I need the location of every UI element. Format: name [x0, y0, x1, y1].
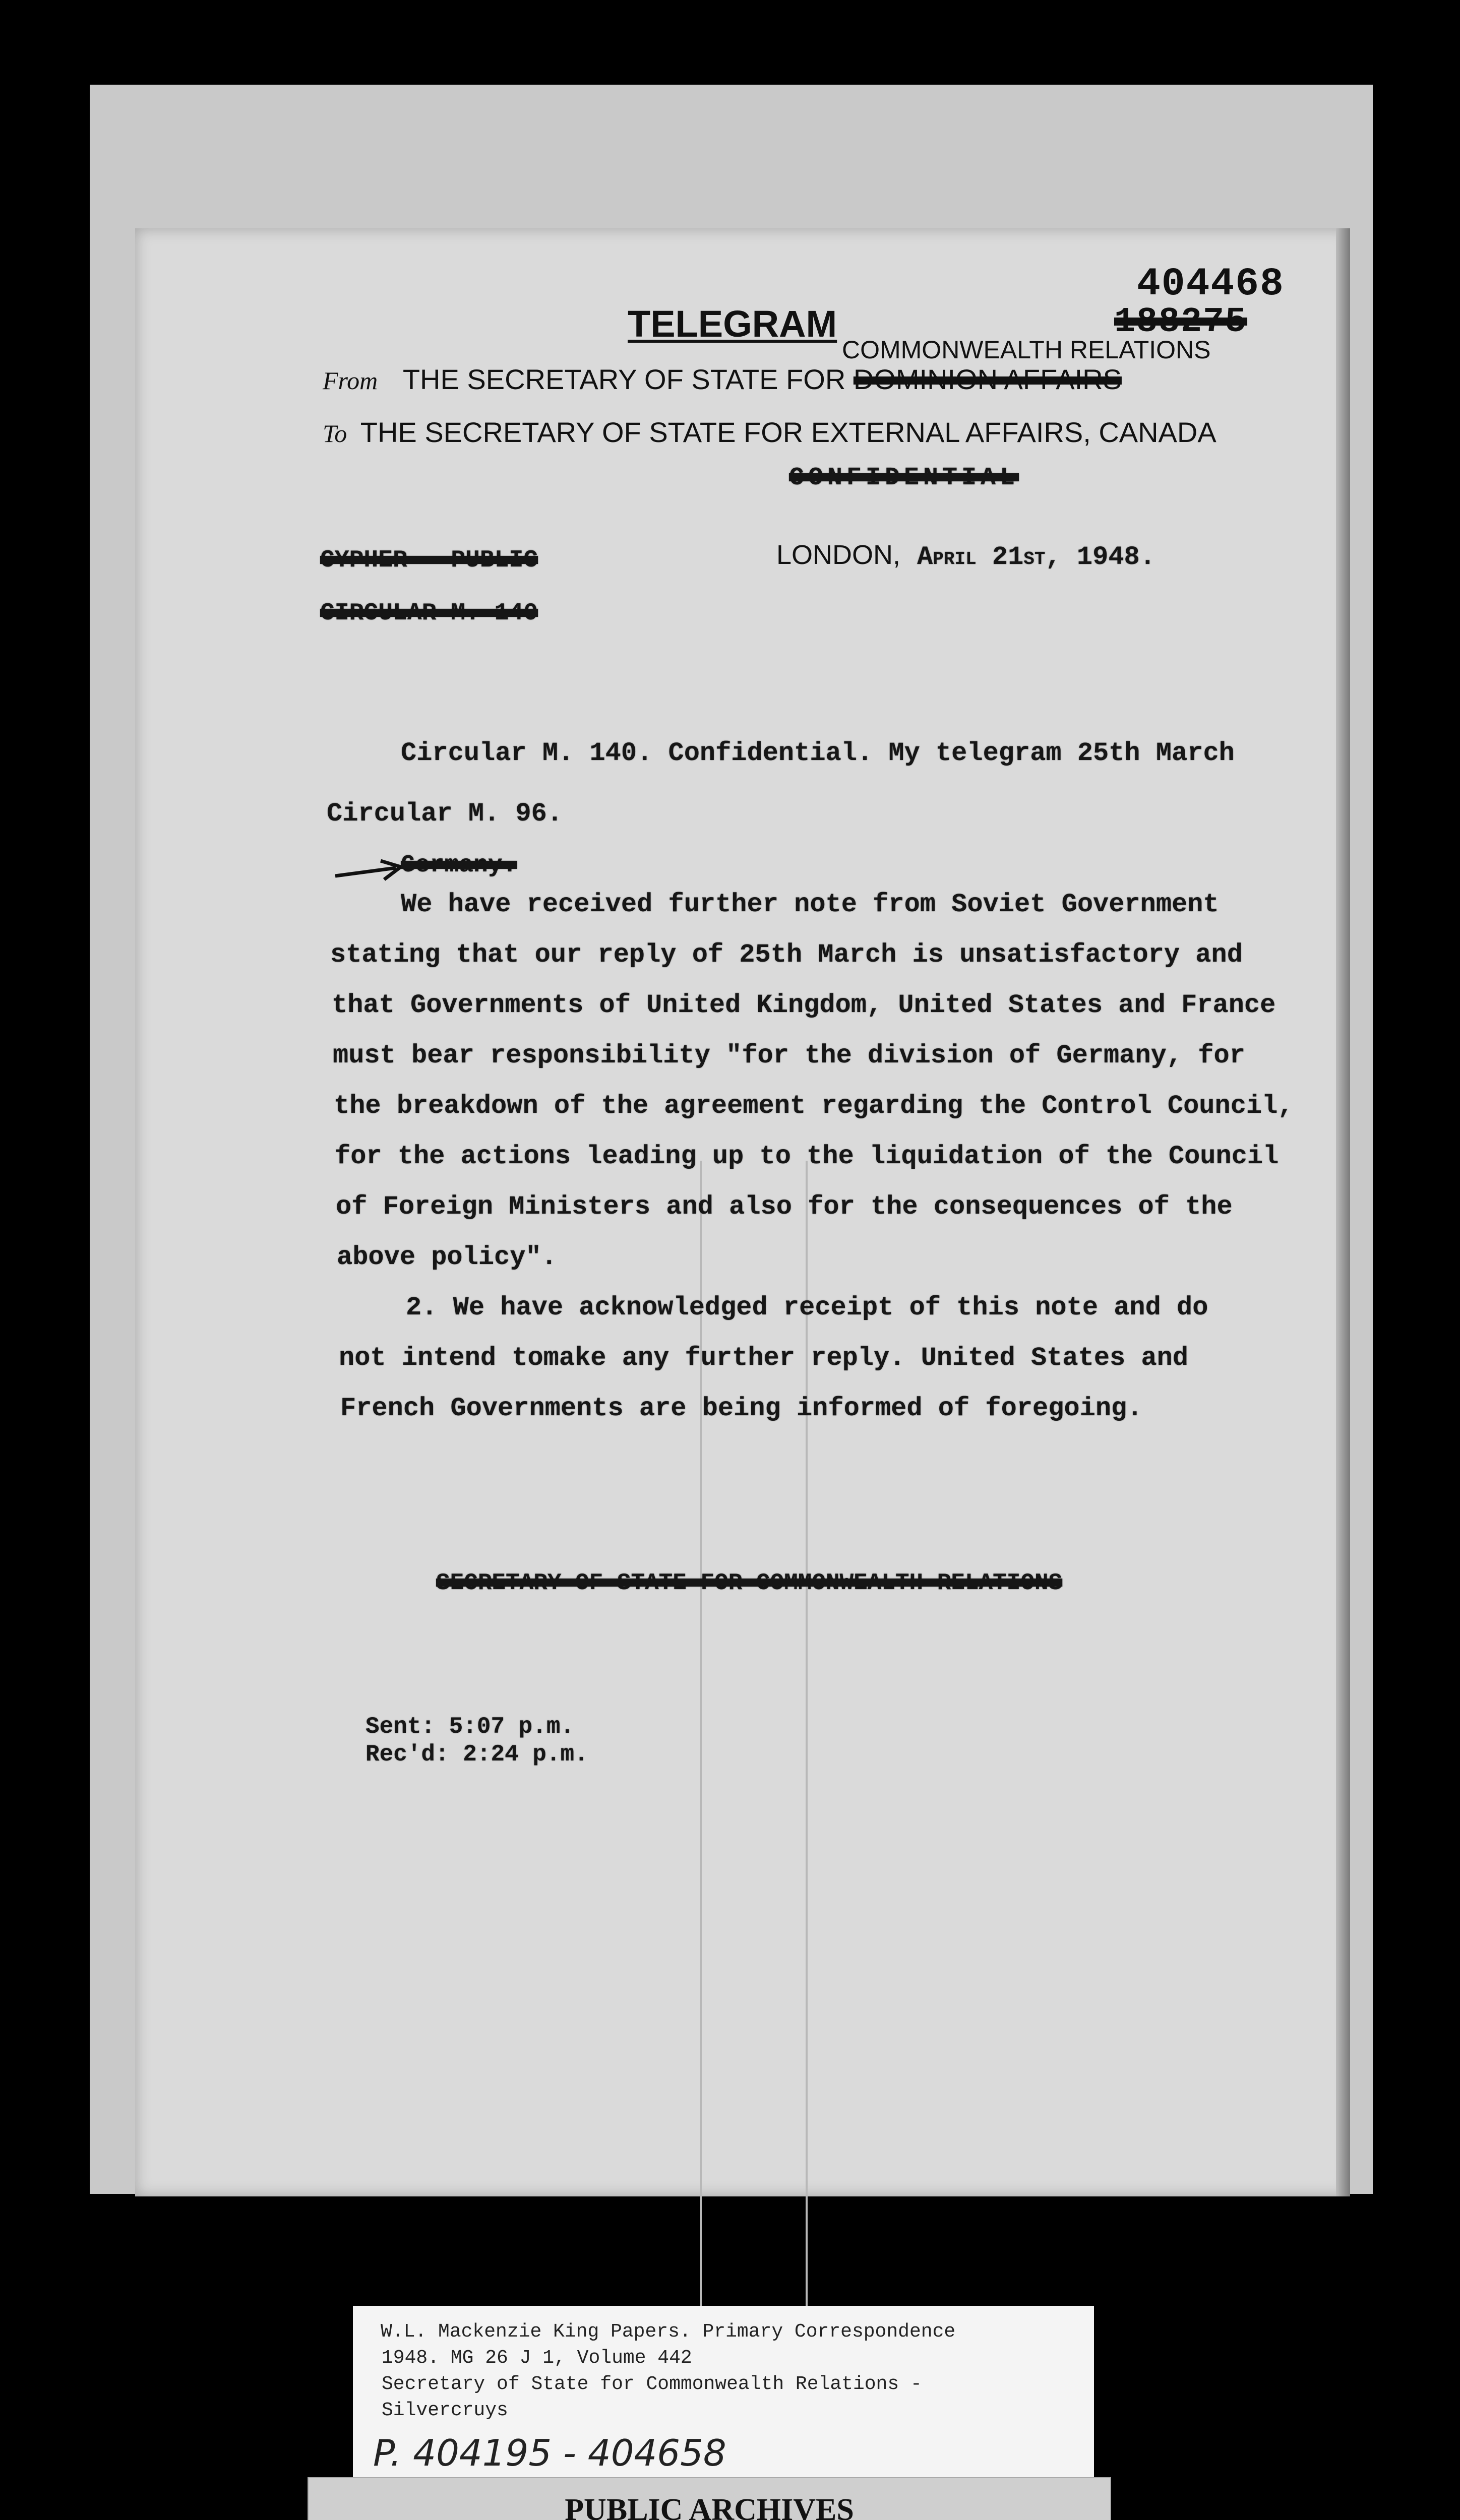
arrow-mark-icon: [333, 857, 408, 887]
struck-from-text: DOMINION AFFAIRS: [853, 363, 1122, 395]
to-label: To: [323, 419, 347, 448]
archives-stamp: [308, 2477, 1111, 2520]
cypher-mark: CYPHER - PUBLIC: [320, 547, 538, 574]
paragraph-line: above policy".: [337, 1242, 557, 1272]
to-text: THE SECRETARY OF STATE FOR EXTERNAL AFFAIRS, CANADA: [360, 416, 1216, 448]
dispatch-place-date: [776, 539, 1155, 572]
paragraph-line: of Foreign Ministers and also for the consequences of the: [336, 1192, 1233, 1222]
paragraph-line: for the actions leading up to the liquidation of the Council: [335, 1142, 1279, 1171]
paragraph-line: 2. We have acknowledged receipt of this note and do: [406, 1293, 1208, 1322]
paper-fold: [806, 1161, 808, 2345]
sent-time: Sent: 5:07 p.m.: [366, 1714, 575, 1740]
archive-caption-card: [353, 2306, 1094, 2485]
paragraph-line: that Governments of United Kingdom, United States and France: [332, 990, 1276, 1020]
paragraph-line: the breakdown of the agreement regarding the Control Council,: [334, 1091, 1294, 1121]
from-text: THE SECRETARY OF STATE FOR: [402, 363, 846, 395]
subject-heading: Germany.: [401, 852, 517, 879]
body-reference-line: Circular M. 96.: [327, 799, 563, 829]
dispatch-place: LONDON,: [776, 540, 901, 570]
archives-stamp-line: PUBLIC ARCHIVES: [565, 2493, 854, 2520]
correction-text: COMMONWEALTH RELATIONS: [842, 336, 1211, 364]
struck-serial-number: 188275: [1114, 302, 1248, 342]
paragraph-line: must bear responsibility "for the division of Germany, for: [333, 1041, 1245, 1070]
caption-line: 1948. MG 26 J 1, Volume 442: [382, 2347, 692, 2369]
dispatch-date: April 21st, 1948.: [917, 542, 1155, 572]
body-reference-line: Circular M. 140. Confidential. My telegram 25th March: [401, 738, 1235, 768]
caption-line: W.L. Mackenzie King Papers. Primary Correspondence: [381, 2321, 956, 2343]
serial-number: 404468: [1137, 262, 1285, 306]
paragraph-line: stating that our reply of 25th March is unsatisfactory and: [330, 940, 1243, 970]
paragraph-line: not intend tomake any further reply. United States and: [339, 1343, 1189, 1373]
handwritten-page-range: P. 404195 - 404658: [373, 2432, 726, 2474]
caption-line: Secretary of State for Commonwealth Relations -: [382, 2373, 922, 2395]
caption-line: Silvercruys: [382, 2400, 508, 2421]
received-time: Rec'd: 2:24 p.m.: [366, 1741, 588, 1768]
signature-block: SECRETARY OF STATE FOR COMMONWEALTH RELATIONS: [436, 1570, 1063, 1596]
from-line: [323, 363, 1122, 396]
from-label: From: [323, 366, 378, 395]
to-line: [323, 416, 1216, 449]
sheet-edge: [1336, 228, 1350, 2196]
classification-mark: CONFIDENTIAL: [789, 464, 1019, 492]
paragraph-line: French Governments are being informed of foregoing.: [340, 1394, 1143, 1423]
telegram-title: TELEGRAM: [628, 303, 837, 345]
circular-reference: CIRCULAR M. 140: [320, 600, 538, 627]
paragraph-line: We have received further note from Soviet Government: [401, 890, 1219, 919]
paper-fold: [700, 1161, 702, 2345]
